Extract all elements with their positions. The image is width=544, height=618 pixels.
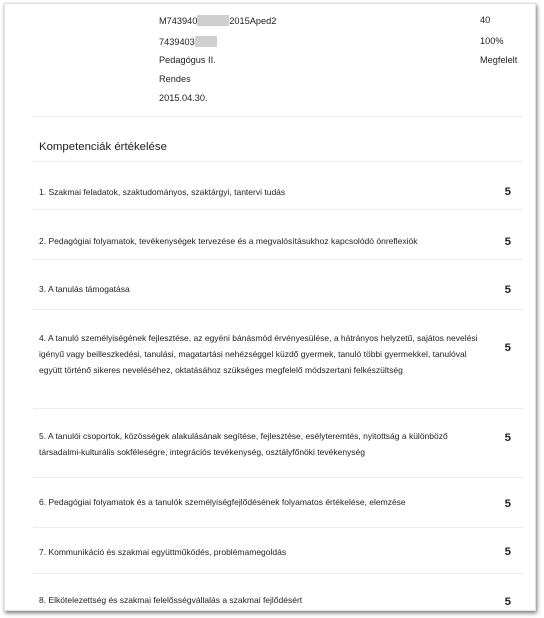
competency-text: 7. Kommunikáció és szakmai együttműködés, problémamegoldás: [39, 547, 287, 557]
process-id-value: [159, 15, 276, 26]
competency-score: 5: [504, 596, 511, 608]
process-id-prefix: M743940: [159, 16, 198, 26]
competency-row: [33, 209, 523, 260]
edu-id-value: [159, 36, 217, 47]
competency-row: [33, 477, 523, 528]
competency-score: 5: [504, 498, 511, 510]
redacted-block: [195, 36, 217, 47]
edu-id-text: 7439403: [159, 37, 195, 47]
competency-score: 5: [504, 342, 511, 354]
section-title: Kompetenciák értékelése: [39, 141, 167, 153]
competency-text: 1. Szakmai feladatok, szaktudományos, szaktárgyi, tantervi tudás: [39, 187, 286, 197]
competency-text: 4. A tanuló személyiségének fejlesztése, az egyéni bánásmód érvényesülése, a hátrányos helyzetű, sajátos nevelési igényű vagy beilleszkedési, tanulási, magatartási nehézséggel küzdő gyermek, tanuló többi gyermekkel, tanulóval együtt történő sikeres neveléséhez, oktatásához szükséges megfelelő módszertani felkészültség: [39, 333, 478, 375]
competency-text: 5. A tanulói csoportok, közösségek alakulásának segítése, fejlesztése, esélyteremtés, nyitottság a különböző társadalmi-kulturális sokféleségre, integrációs tevékenység, osztályfőnöki tevékenység: [39, 431, 448, 457]
competency-text: 8. Elkötelezettség és szakmai felelősségvállalás a szakmai fejlődésért: [39, 595, 303, 605]
competency-row: [33, 309, 523, 409]
competency-row: [33, 259, 523, 310]
redacted-block: [197, 15, 229, 26]
result-value: Megfelelt: [480, 55, 518, 65]
competency-row: [33, 573, 523, 611]
competency-text: 3. A tanulás támogatása: [39, 284, 130, 294]
total-score-value: 40: [480, 15, 491, 25]
competency-row: [33, 527, 523, 574]
result-date-value: 2015.04.30.: [159, 93, 208, 103]
competency-score: 5: [504, 546, 511, 558]
document-page: [4, 3, 536, 611]
competency-text: 6. Pedagógiai folyamatok és a tanulók személyiségfejlődésének folyamatos értékelése, elemzése: [39, 497, 406, 507]
competency-text: 2. Pedagógiai folyamatok, tevékenységek tervezése és a megvalósításukhoz kapcsolódó önreflexiók: [39, 236, 418, 246]
competency-score: 5: [504, 432, 511, 444]
competency-row: [33, 161, 523, 210]
competency-score: 5: [504, 186, 511, 198]
target-level-value: Pedagógus II.: [159, 55, 216, 65]
performance-value: 100%: [480, 36, 504, 46]
header-divider: [33, 116, 523, 117]
competency-row: [33, 408, 523, 478]
competency-score: 5: [504, 236, 511, 248]
competency-score: 5: [504, 284, 511, 296]
process-id-suffix: 2015Aped2: [229, 16, 277, 26]
procedure-type-value: Rendes: [159, 74, 191, 84]
